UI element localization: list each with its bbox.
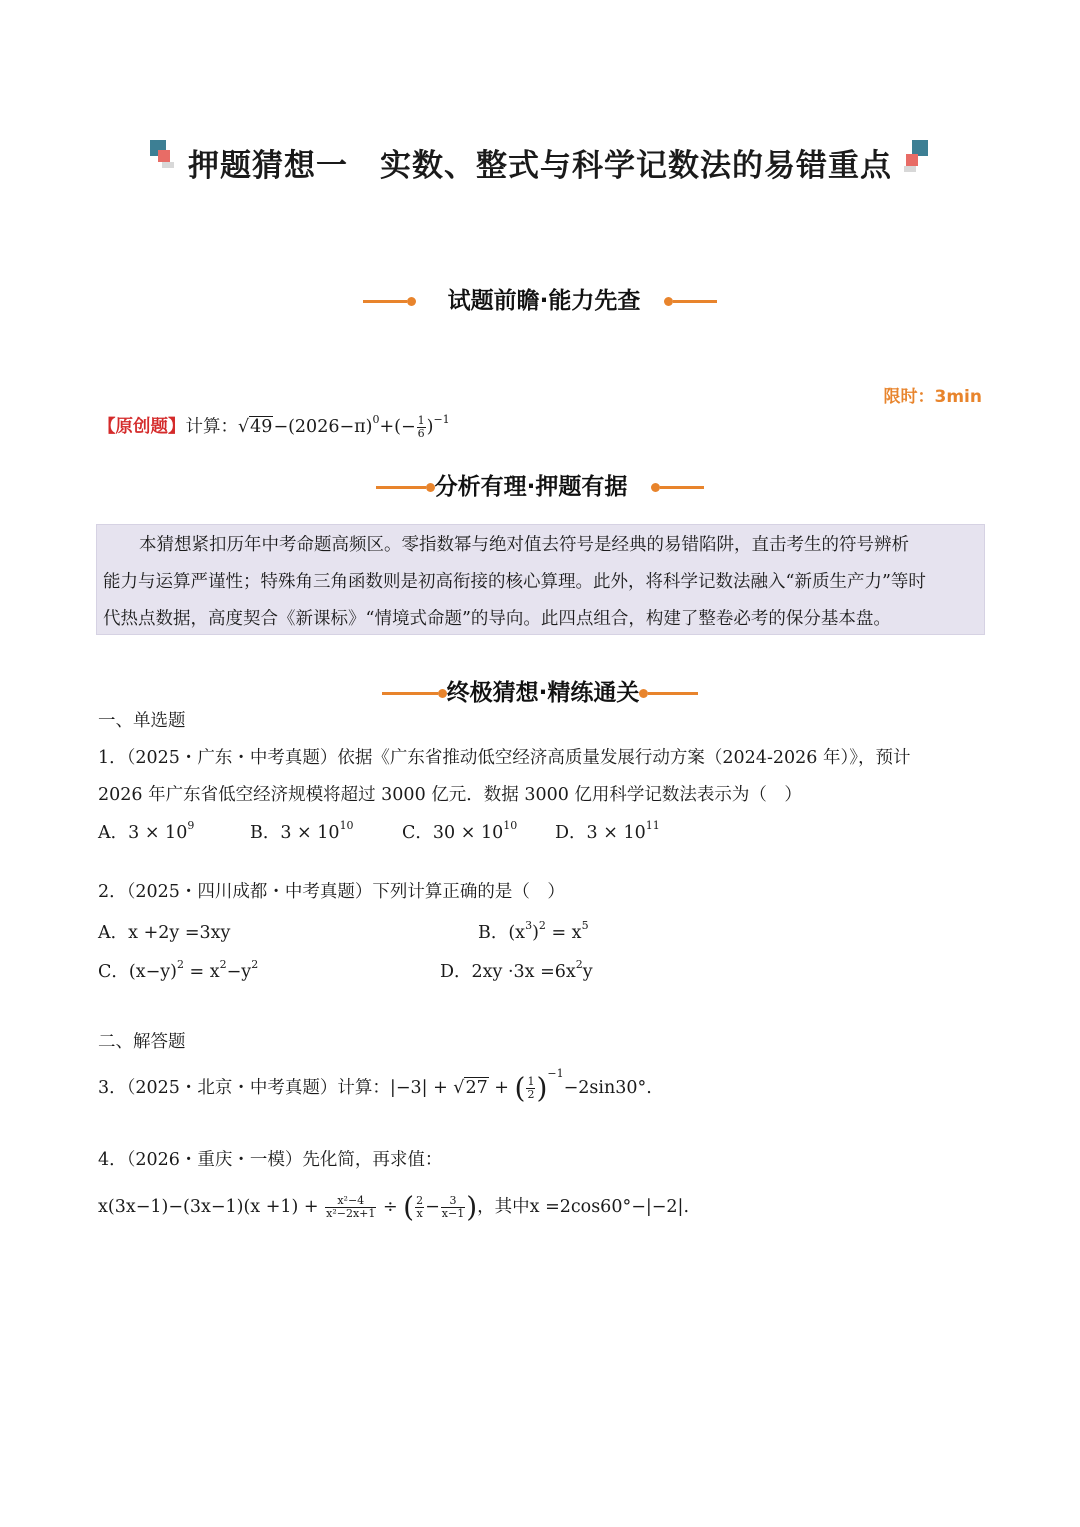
analysis-line: 代热点数据，高度契合《新课标》“情境式命题”的导向。此四点组合，构建了整卷必考的保分基本盘。: [103, 609, 891, 629]
q2-stem: 2．（2025・四川成都・中考真题）下列计算正确的是（ ）: [98, 882, 565, 902]
time-limit: 限时：3min: [883, 387, 982, 407]
analysis-box: [96, 524, 985, 635]
q1-option-c: C．$30 \times 10^{10}$: [402, 819, 518, 843]
section-title: 终极猜想·精练通关: [446, 680, 640, 706]
q1-option-a: A．$3 \times 10^9$: [98, 819, 195, 843]
q4-stem: 4．（2026・重庆・一模）先化简，再求值：: [98, 1150, 443, 1170]
fraction: $\frac{2}{x}$: [416, 1194, 424, 1220]
analysis-line: 能力与运算严谨性；特殊角三角函数则是初高衔接的核心算理。此外，将科学记数法融入“新质生产力”等时: [103, 572, 926, 592]
fraction: $\frac{1}{2}$: [527, 1075, 535, 1101]
fraction: $\frac{1}{6}$: [417, 414, 425, 440]
q1-option-d: D．$3 \times 10^{11}$: [555, 819, 660, 843]
fraction: $\frac{\text{x²−4}}{\text{x²−2x+1}}$: [326, 1194, 376, 1220]
analysis-line: 本猜想紧扣历年中考命题高频区。零指数幂与绝对值去符号是经典的易错陷阱，直击考生的符号辨析: [139, 535, 909, 555]
title-decoration-left-icon: [150, 140, 176, 172]
part-heading-single-choice: 一、单选题: [98, 711, 186, 731]
section-title: 试题前瞻·能力先查: [447, 288, 641, 314]
page-title: [0, 140, 1080, 185]
part-heading-answer: 二、解答题: [98, 1032, 186, 1052]
fraction: $\frac{3}{x-1}$: [441, 1194, 465, 1220]
title-text: 押题猜想一 实数、整式与科学记数法的易错重点: [188, 148, 892, 184]
q2-option-d: D．$2xy \cdot 3x =6x^2y$: [440, 958, 593, 982]
original-question: 【原创题】计算：$√49-(2026-\pi)^0+(-$ $\frac{1}{6}$ )$^{-1}$: [98, 413, 450, 440]
section-header-preview: [0, 282, 1080, 315]
section-title: 分析有理·押题有据: [434, 474, 628, 500]
title-decoration-right-icon: [904, 140, 930, 172]
q1-line2: 2026 年广东省低空经济规模将超过 3000 亿元．数据 3000 亿用科学记数法表示为（ ）: [98, 785, 802, 805]
q1-option-b: B．$3 \times 10^{10}$: [250, 819, 354, 843]
q4-expression: x(3x−1)−(3x−1)(x +1) + $\frac{\text{x²−4}}{\text{x²−2x+1}}$ ÷ ( $\frac{2}{x}$ − $\frac{3}{x-1}$ )，其中x =2cos60°−|−2|.: [98, 1190, 690, 1224]
q2-option-b: B．$(x^3)^2 = x^5$: [478, 919, 589, 943]
original-tag: 【原创题】: [98, 417, 186, 437]
q2-option-c: C．$(x-y)^2 = x^2-y^2$: [98, 958, 259, 982]
q1-line1: 1．（2025・广东・中考真题）依据《广东省推动低空经济高质量发展行动方案（2024-2026 年）》，预计: [98, 748, 911, 768]
q3: 3．（2025・北京・中考真题）计算：|−3| + √27 + ( $\frac{1}{2}$ )$^{-1}$−2sin30°.: [98, 1067, 652, 1105]
section-header-analysis: [0, 468, 1080, 501]
q2-option-a: A．x +2y =3xy: [98, 923, 231, 943]
